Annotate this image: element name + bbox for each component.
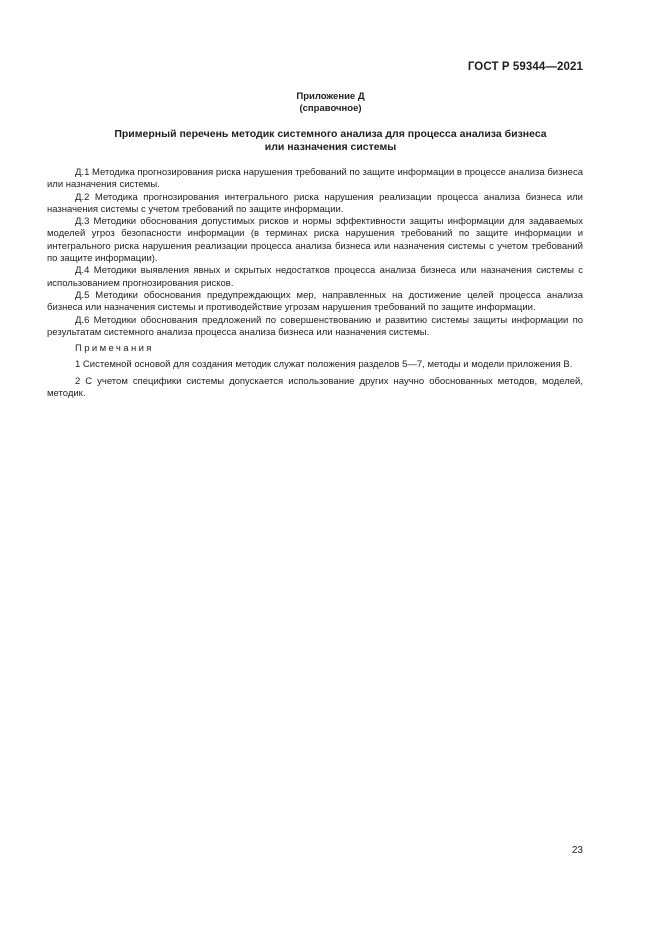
appendix-title <box>70 128 591 154</box>
page-number: 23 <box>571 845 583 856</box>
title-line-1: Примерный перечень методик системного анализа для процесса анализа бизнеса <box>114 128 547 140</box>
appendix-label: Приложение Д <box>296 91 365 102</box>
document-body <box>47 167 583 400</box>
notes-heading: Примечания <box>75 343 154 355</box>
appendix-type: (справочное) <box>299 103 362 114</box>
note-2: 2 С учетом специфики системы допускается использование других научно обоснованных методов, моделей, методик. <box>47 375 583 400</box>
paragraph-d5: Д.5 Методики обоснования предупреждающих мер, направленных на достижение целей процесса анализа бизнеса или назначения системы и противодействие угрозам нарушения требований по защите информации. <box>47 289 583 314</box>
appendix-heading <box>0 91 661 115</box>
paragraph-d3: Д.3 Методики обоснования допустимых рисков и нормы эффективности защиты информации для задаваемых моделей угроз безопасности информации (в терминах риска нарушения требований по защите информации и интегрального риска нарушения реализации процесса анализа бизнеса или назначения системы с учетом требований по защите информации). <box>47 216 583 265</box>
title-line-2: или назначения системы <box>264 141 397 153</box>
paragraph-d6: Д.6 Методики обоснования предложений по совершенствованию и развитию системы защиты информации по результатам системного анализа процесса анализа бизнеса или назначения системы. <box>47 314 583 338</box>
note-1: 1 Системной основой для создания методик служат положения разделов 5—7, методы и модели приложения В. <box>75 359 573 371</box>
paragraph-d4: Д.4 Методики выявления явных и скрытых недостатков процесса анализа бизнеса или назначения системы с использованием прогнозирования рисков. <box>47 265 583 289</box>
paragraph-d2: Д.2 Методика прогнозирования интегрального риска нарушения реализации процесса анализа бизнеса или назначения системы с учетом требований по защите информации. <box>47 191 583 215</box>
standard-number: ГОСТ Р 59344—2021 <box>467 61 583 73</box>
paragraph-d1: Д.1 Методика прогнозирования риска нарушения требований по защите информации в процессе анализа бизнеса или назначения системы. <box>47 167 583 191</box>
